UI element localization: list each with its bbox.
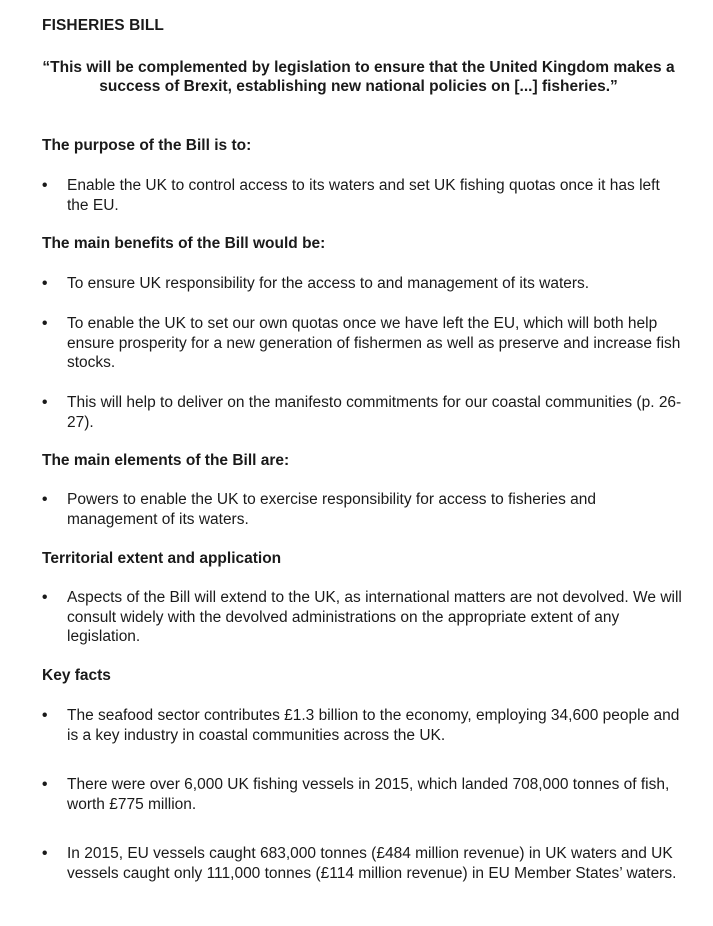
- bullet-item: [42, 844, 682, 883]
- section-heading-key-facts: Key facts: [42, 667, 111, 684]
- bullet-item: [42, 775, 682, 814]
- section-heading-purpose: The purpose of the Bill is to:: [42, 137, 252, 154]
- intro-quote: “This will be complemented by legislation to ensure that the United Kingdom makes a success of Brexit, establishing new national policies on [...] fisheries.”: [42, 59, 675, 95]
- bullet-marker: •: [42, 177, 48, 194]
- bullet-text: To enable the UK to set our own quotas once we have left the EU, which will both help ensure prosperity for a new generation of fishermen as well as preserve and increase fish stocks.: [67, 315, 681, 371]
- bullet-item: [42, 274, 682, 294]
- bullet-item: [42, 588, 682, 647]
- bullet-text: Aspects of the Bill will extend to the UK, as international matters are not devolved. We will consult widely with the devolved administrations on the appropriate extent of any legislation.: [67, 589, 682, 645]
- bullet-item: [42, 393, 682, 432]
- section-heading-territorial: Territorial extent and application: [42, 550, 282, 567]
- bullet-item: [42, 706, 682, 745]
- bullet-text: The seafood sector contributes £1.3 billion to the economy, employing 34,600 people and is a key industry in coastal communities across the UK.: [67, 707, 680, 744]
- bullet-marker: •: [42, 707, 48, 724]
- bullet-item: [42, 314, 682, 373]
- section-heading-elements: The main elements of the Bill are:: [42, 452, 290, 469]
- bullet-marker: •: [42, 845, 48, 862]
- section-heading-benefits: The main benefits of the Bill would be:: [42, 235, 326, 252]
- bullet-text: Powers to enable the UK to exercise responsibility for access to fisheries and management of its waters.: [67, 491, 596, 528]
- bullet-item: [42, 490, 682, 529]
- bullet-marker: •: [42, 275, 48, 292]
- bullet-text: To ensure UK responsibility for the access to and management of its waters.: [67, 275, 590, 292]
- bullet-marker: •: [42, 315, 48, 332]
- bullet-item: [42, 176, 682, 215]
- bullet-text: There were over 6,000 UK fishing vessels in 2015, which landed 708,000 tonnes of fish, worth £775 million.: [67, 776, 670, 813]
- bullet-text: This will help to deliver on the manifesto commitments for our coastal communities (p. 26-27).: [67, 394, 682, 431]
- bullet-marker: •: [42, 589, 48, 606]
- bullet-marker: •: [42, 394, 48, 411]
- document-title: FISHERIES BILL: [42, 17, 164, 34]
- bullet-marker: •: [42, 491, 48, 508]
- bullet-marker: •: [42, 776, 48, 793]
- bullet-text: In 2015, EU vessels caught 683,000 tonnes (£484 million revenue) in UK waters and UK vessels caught only 111,000 tonnes (£114 million revenue) in EU Member States’ waters.: [67, 845, 677, 882]
- bullet-text: Enable the UK to control access to its waters and set UK fishing quotas once it has left the EU.: [67, 177, 660, 214]
